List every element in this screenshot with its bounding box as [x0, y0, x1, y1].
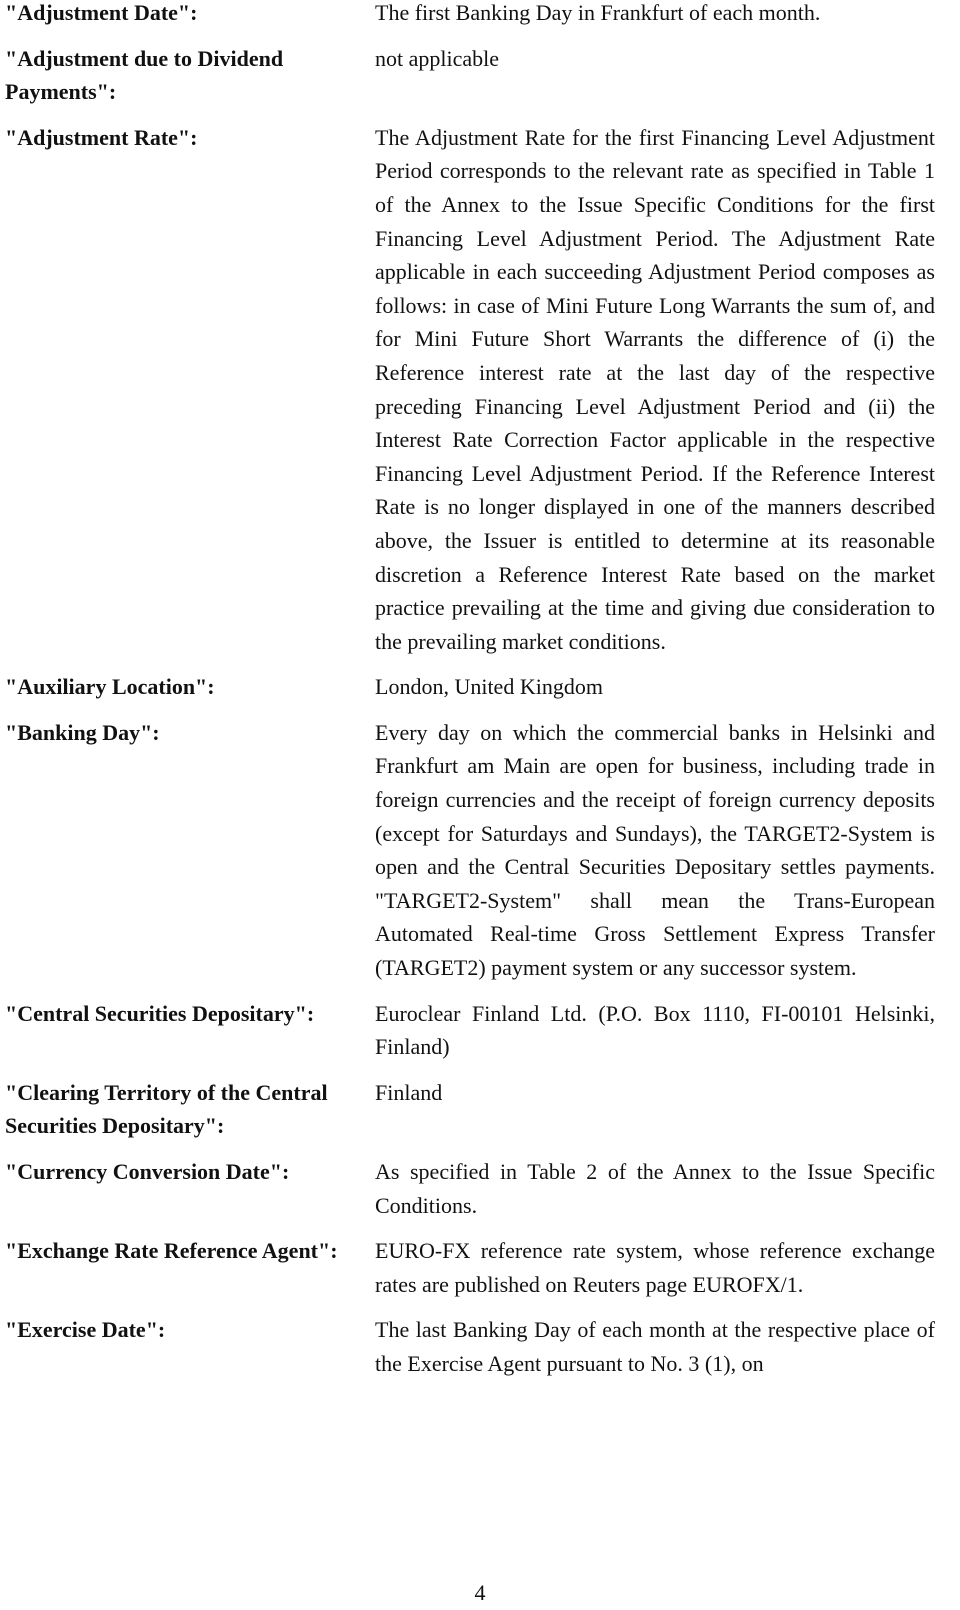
definition-term: "Adjustment Rate": — [5, 124, 198, 150]
definition-row — [5, 1234, 960, 1301]
definition-term: "Adjustment Date": — [5, 0, 198, 25]
definition-row — [5, 1155, 960, 1222]
definition-text: not applicable — [375, 45, 500, 71]
definition-text: London, United Kingdom — [375, 674, 603, 700]
definition-term: "Auxiliary Location": — [5, 674, 215, 700]
definition-row — [5, 42, 960, 109]
definition-row — [5, 121, 960, 659]
definition-text: The first Banking Day in Frankfurt of each month. — [375, 0, 821, 25]
definition-term: "Exercise Date": — [5, 1317, 166, 1343]
definition-term: "Adjustment due to Dividend Payments": — [5, 45, 284, 105]
definition-text: Finland — [375, 1079, 443, 1105]
definition-text: Every day on which the commercial banks in Helsinki and Frankfurt am Main are open for business, including trade in foreign currencies and the receipt of foreign currency deposits (except for Saturdays and Sundays), the TARGET2-System is open and the Central Securities Depositary settles payments. "TARGET2-System" shall mean the Trans-European Automated Real-time Gross Settlement Express Transfer (TARGET2) payment system or any successor system. — [375, 719, 935, 981]
definition-text: Euroclear Finland Ltd. (P.O. Box 1110, FI-00101 Helsinki, Finland) — [375, 1000, 935, 1060]
definition-text: The Adjustment Rate for the first Financing Level Adjustment Period corresponds to the relevant rate as specified in Table 1 of the Annex to the Issue Specific Conditions for the first Financing Level Adjustment Period. The Adjustment Rate applicable in each succeeding Adjustment Period composes as follows: in case of Mini Future Long Warrants the sum of, and for Mini Future Short Warrants the difference of (i) the Reference interest rate at the last day of the respective preceding Financing Level Adjustment Period and (ii) the Interest Rate Correction Factor applicable in the respective Financing Level Adjustment Period. If the Reference Interest Rate is no longer displayed in one of the manners described above, the Issuer is entitled to determine at its reasonable discretion a Reference Interest Rate based on the market practice prevailing at the time and giving due consideration to the prevailing market conditions. — [375, 124, 935, 654]
definition-text: The last Banking Day of each month at the respective place of the Exercise Agent pursuant to No. 3 (1), on — [375, 1317, 935, 1376]
definition-text: As specified in Table 2 of the Annex to the Issue Specific Conditions. — [375, 1159, 935, 1218]
definition-row — [5, 997, 960, 1064]
definition-term: "Exchange Rate Reference Agent": — [5, 1238, 338, 1264]
definition-term: "Central Securities Depositary": — [5, 1000, 315, 1026]
definition-text: EURO-FX reference rate system, whose reference exchange rates are published on Reuters page EUROFX/1. — [375, 1238, 935, 1297]
page-number: 4 — [474, 1580, 486, 1605]
definition-term: "Banking Day": — [5, 719, 160, 745]
definition-row — [5, 0, 960, 30]
definitions-list — [5, 0, 960, 1393]
definition-row — [5, 1313, 960, 1380]
definition-row — [5, 1076, 960, 1143]
definition-term: "Clearing Territory of the Central Securities Depositary": — [5, 1079, 328, 1139]
definition-row — [5, 670, 960, 704]
definition-term: "Currency Conversion Date": — [5, 1159, 290, 1184]
definition-row — [5, 716, 960, 985]
